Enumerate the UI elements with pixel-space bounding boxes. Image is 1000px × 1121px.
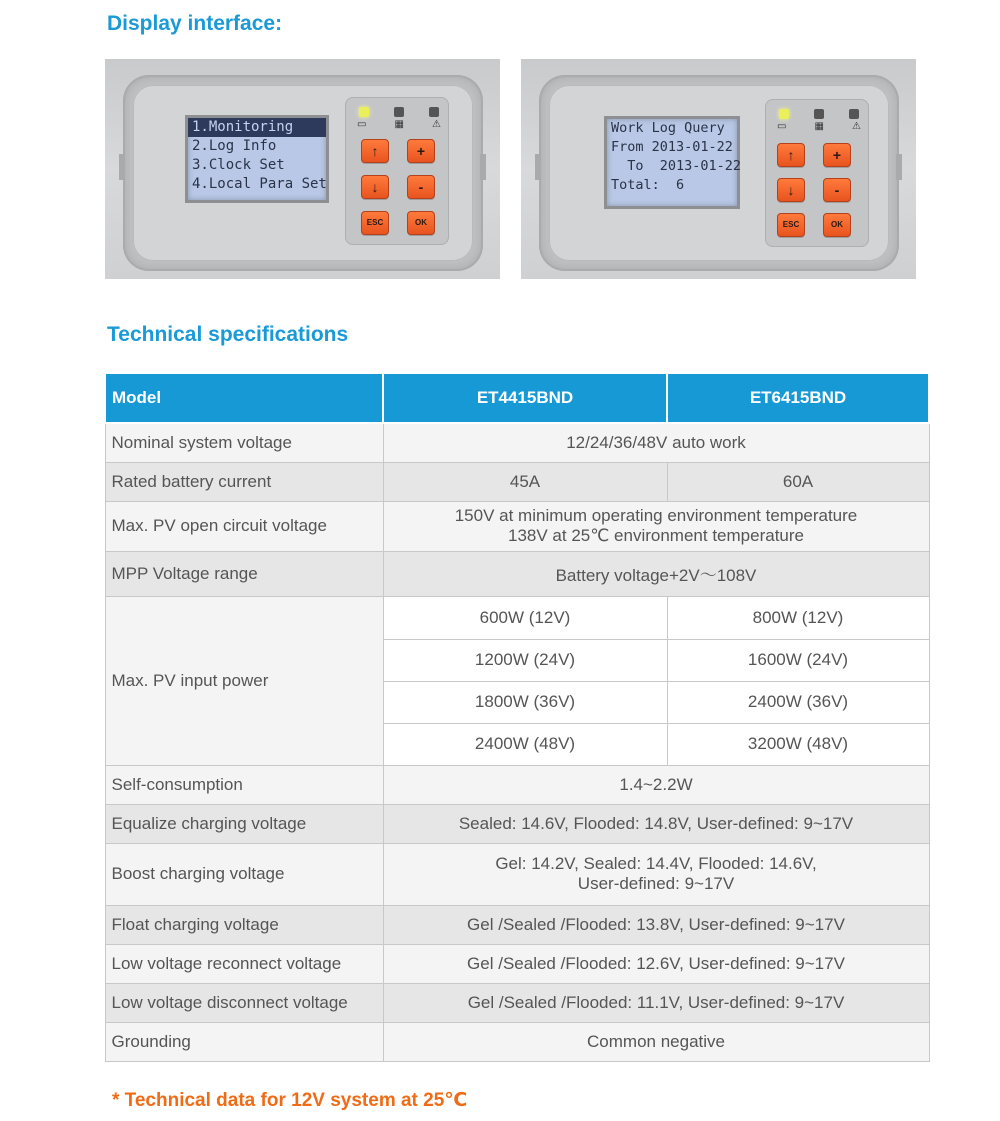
row-value-line: 138V at 25℃ environment temperature [508,526,804,545]
minus-button[interactable]: - [823,178,851,202]
header-et4415bnd: ET4415BND [383,373,667,423]
row-value: 12/24/36/48V auto work [383,423,929,462]
header-model: Model [105,373,383,423]
row-label: Grounding [105,1022,383,1061]
table-header-row [105,373,929,423]
solar-panel-icon: ▦ [394,119,404,130]
row-value: 1200W (24V) [383,639,667,681]
table-row [105,804,929,843]
plus-button[interactable]: + [823,143,851,167]
side-tab [535,154,541,180]
lcd-line: From 2013-01-22 [611,139,733,155]
header-et6415bnd: ET6415BND [667,373,929,423]
row-value: 1800W (36V) [383,681,667,723]
table-row [105,905,929,944]
technical-specifications-heading: Technical specifications [107,323,349,346]
row-value-line: Gel: 14.2V, Sealed: 14.4V, Flooded: 14.6V, [495,854,817,873]
table-row [105,1022,929,1061]
row-value: 2400W (48V) [383,723,667,765]
table-row [105,462,929,501]
warning-icon: ⚠ [852,121,861,132]
row-value-line: 150V at minimum operating environment temperature [454,506,858,525]
lcd-line: To 2013-01-22 [611,158,742,174]
plus-button[interactable]: + [407,139,435,163]
row-value: Gel /Sealed /Flooded: 11.1V, User-defined: 9~17V [383,983,929,1022]
row-value: 3200W (48V) [667,723,929,765]
table-row [105,423,929,462]
lcd-line: Total: 6 [611,177,685,193]
row-value: Gel /Sealed /Flooded: 12.6V, User-defined: 9~17V [383,944,929,983]
table-row [105,551,929,596]
row-label: Self-consumption [105,765,383,804]
row-label: Boost charging voltage [105,843,383,905]
indicator-icons [357,119,441,130]
lcd-line: 2.Log Info [192,138,277,154]
led-indicator [394,107,404,117]
lcd-line: 1.Monitoring [188,118,326,137]
lcd-screen [604,116,740,209]
row-label: Low voltage reconnect voltage [105,944,383,983]
row-value: 60A [667,462,929,501]
lcd-line: 4.Local Para Set [192,176,327,192]
row-label: MPP Voltage range [105,551,383,596]
ok-button[interactable]: OK [407,211,435,235]
battery-icon: ▭ [777,121,787,132]
row-value: Sealed: 14.6V, Flooded: 14.8V, User-defined: 9~17V [383,804,929,843]
row-value: Gel /Sealed /Flooded: 13.8V, User-defined: 9~17V [383,905,929,944]
row-value: Common negative [383,1022,929,1061]
side-tab [896,154,902,180]
battery-icon: ▭ [357,119,367,130]
row-value: 1.4~2.2W [383,765,929,804]
keypad [345,97,449,245]
row-label: Low voltage disconnect voltage [105,983,383,1022]
row-value-line: User-defined: 9~17V [577,874,735,893]
minus-button[interactable]: - [407,175,435,199]
led-row [779,109,859,119]
row-value: 45A [383,462,667,501]
row-label: Max. PV open circuit voltage [105,501,383,551]
down-button[interactable]: ↓ [361,175,389,199]
side-tab [119,154,125,180]
led-indicator [429,107,439,117]
row-value: 600W (12V) [383,596,667,639]
warning-icon: ⚠ [432,119,441,130]
down-button[interactable]: ↓ [777,178,805,202]
esc-button[interactable]: ESC [361,211,389,235]
row-label: Nominal system voltage [105,423,383,462]
esc-button[interactable]: ESC [777,213,805,237]
led-indicator [849,109,859,119]
lcd-screen [185,115,329,203]
row-label: Float charging voltage [105,905,383,944]
row-value: Battery voltage+2V～108V [383,551,929,596]
table-row [105,944,929,983]
row-value: 800W (12V) [667,596,929,639]
table-row [105,765,929,804]
led-indicator [814,109,824,119]
controller-photo-main-menu [105,59,500,279]
row-value [383,843,929,905]
table-row [105,983,929,1022]
lcd-line: Work Log Query [611,120,725,136]
up-button[interactable]: ↑ [777,143,805,167]
controller-photo-work-log [521,59,916,279]
led-indicator [779,109,789,119]
up-button[interactable]: ↑ [361,139,389,163]
table-row [105,596,929,639]
display-interface-heading: Display interface: [107,12,283,35]
led-indicator [359,107,369,117]
row-value: 2400W (36V) [667,681,929,723]
ok-button[interactable]: OK [823,213,851,237]
row-label: Equalize charging voltage [105,804,383,843]
lcd-line: 3.Clock Set [192,157,285,173]
side-tab [480,154,486,180]
solar-panel-icon: ▦ [814,121,824,132]
keypad [765,99,869,247]
table-row [105,843,929,905]
spec-table [104,372,930,1062]
row-value: 1600W (24V) [667,639,929,681]
table-row [105,501,929,551]
led-row [359,107,439,117]
row-value [383,501,929,551]
indicator-icons [777,121,861,132]
row-label: Max. PV input power [105,596,383,765]
row-label: Rated battery current [105,462,383,501]
footnote: * Technical data for 12V system at 25℃ [112,1090,468,1111]
